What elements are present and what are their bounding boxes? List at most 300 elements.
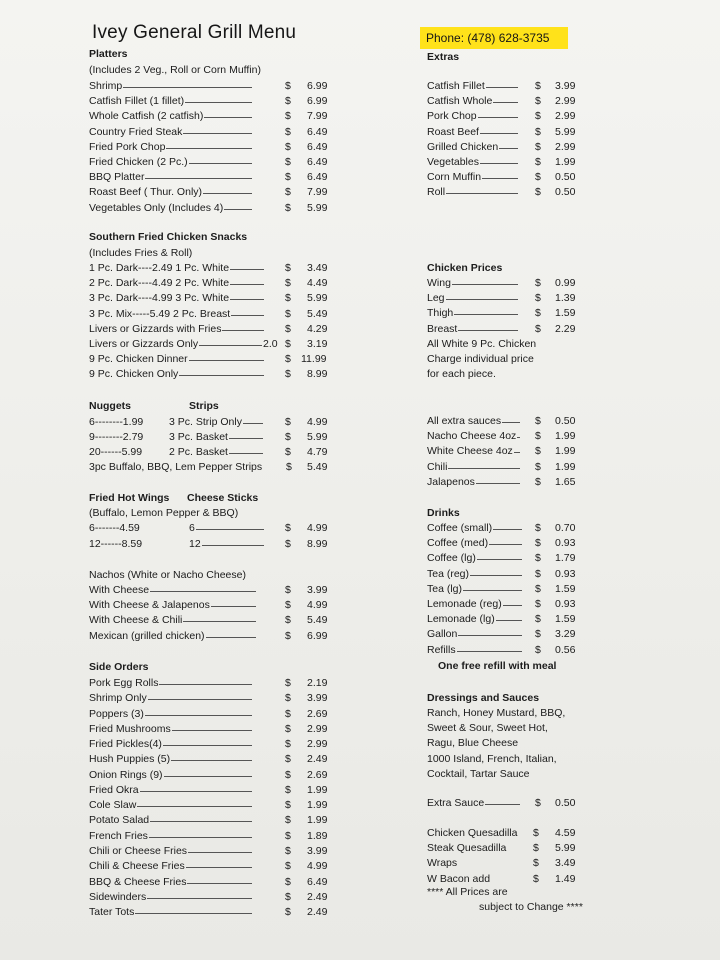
leader-line (199, 345, 262, 346)
item-price: 2.99 (555, 140, 576, 153)
item-label: Potato Salad (89, 814, 150, 827)
currency-symbol: $ (535, 537, 541, 550)
item-price: 7.99 (307, 110, 328, 123)
section-heading-drinks: Drinks (427, 507, 460, 519)
section-note-wings: (Buffalo, Lemon Pepper & BBQ) (89, 507, 239, 519)
item-price: 3.19 (307, 338, 328, 350)
item-price: 4.49 (307, 277, 328, 290)
item-label: 6 (189, 522, 195, 534)
item-price: 6.49 (307, 140, 328, 153)
drink-item (0, 567, 720, 582)
item-price: 2.49 (307, 906, 328, 919)
item-label: Livers or Gizzards Only (89, 338, 199, 350)
item-label: Shrimp Only (89, 692, 147, 705)
leader-line (502, 422, 520, 423)
section-note-snacks: (Includes Fries & Roll) (89, 247, 193, 259)
extra-item (0, 94, 720, 109)
item-price: 4.29 (307, 322, 328, 335)
item-label: Coffee (lg) (427, 552, 476, 565)
chicken-price-item (0, 322, 720, 337)
item-price: 4.59 (555, 827, 576, 839)
leader-line (179, 375, 264, 376)
item-label: Catfish Whole (427, 95, 493, 108)
dressing-line: Ragu, Blue Cheese (427, 737, 519, 750)
currency-symbol: $ (285, 829, 291, 842)
item-label: Fried Pork Chop (89, 140, 166, 153)
item-label: Coffee (med) (427, 537, 489, 550)
dressing-line: 1000 Island, French, Italian, (427, 752, 557, 765)
item-label: Jalapenos (427, 475, 475, 488)
item-label: 3 Pc. Dark----4.99 3 Pc. White (89, 292, 230, 305)
nugget-price: 6--------1.99 (89, 416, 144, 428)
leader-line (480, 163, 518, 164)
item-label: Gallon (427, 628, 458, 641)
snack-item (0, 352, 720, 367)
item-label: Tater Tots (89, 906, 135, 919)
currency-symbol: $ (533, 857, 539, 870)
quesadilla-item (0, 826, 720, 841)
item-price: 1.59 (555, 582, 576, 595)
currency-symbol: $ (285, 629, 291, 642)
item-label: Leg (427, 292, 445, 305)
section-heading-snacks: Southern Fried Chicken Snacks (89, 231, 248, 243)
drink-item (0, 521, 720, 536)
dressing-line: Ranch, Honey Mustard, BBQ, (427, 707, 566, 719)
item-price: 1.49 (555, 872, 576, 885)
item-label: Shrimp (89, 80, 123, 92)
currency-symbol: $ (535, 186, 541, 199)
currency-symbol: $ (285, 584, 291, 596)
sauce-item (0, 475, 720, 490)
leader-line (171, 760, 252, 761)
leader-line (486, 87, 518, 88)
item-price: 2.69 (307, 707, 328, 720)
item-price: 2.69 (307, 768, 328, 781)
item-label: Roll (427, 186, 446, 199)
snack-item (0, 261, 720, 276)
item-price: 6.49 (307, 125, 328, 138)
item-price: 3.99 (307, 584, 328, 596)
item-label: Country Fried Steak (89, 125, 183, 138)
section-heading-nuggets: Nuggets (89, 400, 131, 412)
drink-item (0, 643, 720, 658)
item-price: 3.99 (555, 80, 576, 92)
item-price: 4.99 (307, 860, 328, 873)
item-price: 1.99 (307, 799, 328, 812)
quesadilla-item (0, 856, 720, 871)
item-price: 0.50 (555, 171, 576, 184)
currency-symbol: $ (533, 827, 539, 839)
currency-symbol: $ (285, 890, 291, 903)
sauce-item (0, 460, 720, 475)
item-label: Chili (427, 460, 448, 473)
leader-line (230, 269, 264, 270)
item-label: With Cheese & Chili (89, 614, 183, 627)
currency-symbol: $ (285, 844, 291, 857)
item-label: Fried Pickles(4) (89, 738, 162, 751)
wing-price: 12------8.59 (89, 538, 143, 550)
item-price: 0.50 (555, 797, 576, 809)
currency-symbol: $ (535, 582, 541, 595)
item-price: 2.19 (307, 677, 328, 689)
item-price: 8.99 (307, 368, 328, 381)
currency-symbol: $ (535, 140, 541, 153)
item-price: 0.56 (555, 643, 576, 656)
item-label: Livers or Gizzards with Fries (89, 322, 222, 335)
item-price: 0.93 (555, 537, 576, 550)
item-label: 2 Pc. Dark----4.49 2 Pc. White (89, 277, 230, 290)
leader-line (493, 102, 518, 103)
currency-symbol: $ (285, 307, 291, 320)
item-price: 5.49 (307, 461, 328, 473)
chicken-price-note: for each piece. (427, 368, 496, 381)
currency-symbol: $ (285, 186, 291, 199)
currency-symbol: $ (535, 460, 541, 473)
currency-symbol: $ (535, 643, 541, 656)
leader-line (482, 178, 518, 179)
currency-symbol: $ (285, 171, 291, 184)
drink-item (0, 612, 720, 627)
item-price: 6.99 (307, 80, 328, 92)
leader-line (517, 437, 520, 438)
item-label: Chicken Quesadilla (427, 827, 518, 839)
section-heading-nachos: Nachos (White or Nacho Cheese) (89, 569, 246, 581)
item-label: White Cheese 4oz (427, 445, 513, 458)
currency-symbol: $ (535, 125, 541, 138)
refill-note: One free refill with meal (438, 660, 557, 672)
item-label: Roast Beef (427, 125, 479, 138)
snack-item (0, 337, 720, 352)
extra-item (0, 79, 720, 94)
currency-symbol: $ (285, 446, 291, 459)
currency-symbol: $ (285, 125, 291, 138)
side-item (0, 905, 720, 920)
item-label: Steak Quesadilla (427, 842, 507, 855)
currency-symbol: $ (285, 95, 291, 108)
drink-item (0, 597, 720, 612)
leader-line (148, 699, 252, 700)
currency-symbol: $ (285, 80, 291, 92)
phone-badge: Phone: (478) 628-3735 (420, 27, 568, 49)
section-heading-strips: Strips (189, 400, 219, 412)
leader-line (147, 898, 252, 899)
item-price: 0.93 (555, 598, 576, 610)
item-label: Breast (427, 322, 458, 335)
leader-line (458, 635, 522, 636)
item-label: BBQ Platter (89, 171, 145, 184)
snack-item (0, 367, 720, 382)
currency-symbol: $ (286, 461, 292, 473)
currency-symbol: $ (535, 613, 541, 626)
currency-symbol: $ (535, 277, 541, 289)
item-label: With Cheese (89, 584, 150, 596)
item-label: 2 Pc. Basket (169, 446, 228, 459)
item-price: 3.29 (555, 628, 576, 641)
leader-line (172, 730, 252, 731)
item-label: Poppers (3) (89, 707, 144, 720)
section-heading-platters: Platters (89, 48, 128, 60)
nugget-price: 20------5.99 (89, 446, 143, 459)
item-price: 5.99 (307, 292, 328, 305)
currency-symbol: $ (285, 707, 291, 720)
currency-symbol: $ (535, 430, 541, 443)
leader-line (150, 821, 252, 822)
leader-line (140, 791, 252, 792)
leader-line (470, 575, 522, 576)
item-price: 0.70 (555, 522, 576, 534)
item-price: 0.93 (555, 567, 576, 580)
item-label: Catfish Fillet (427, 80, 485, 92)
item-price: 2.99 (555, 95, 576, 108)
item-label: Hush Puppies (5) (89, 753, 171, 766)
section-heading-extras: Extras (427, 51, 460, 63)
item-label: Wraps (427, 857, 458, 870)
extra-item (0, 140, 720, 155)
currency-symbol: $ (535, 292, 541, 305)
currency-symbol: $ (285, 538, 291, 550)
item-price: 4.99 (307, 599, 328, 612)
item-price: 2.99 (555, 110, 576, 123)
item-label: Onion Rings (9) (89, 768, 163, 781)
currency-symbol: $ (285, 522, 291, 534)
nugget-price: 9--------2.79 (89, 431, 144, 444)
currency-symbol: $ (285, 277, 291, 290)
item-label: BBQ & Cheese Fries (89, 875, 187, 888)
leader-line (514, 452, 520, 453)
item-price: 1.99 (555, 445, 576, 458)
leader-line (493, 529, 522, 530)
item-label: Chili or Cheese Fries (89, 844, 188, 857)
item-price: 11.99 (301, 353, 327, 366)
item-label: 3 Pc. Basket (169, 431, 228, 444)
leader-line (448, 468, 520, 469)
currency-symbol: $ (285, 753, 291, 766)
currency-symbol: $ (285, 338, 291, 350)
section-heading-dressings: Dressings and Sauces (427, 692, 540, 704)
currency-symbol: $ (535, 171, 541, 184)
currency-symbol: $ (535, 628, 541, 641)
currency-symbol: $ (533, 842, 539, 855)
item-price: 5.99 (555, 125, 576, 138)
item-price: 1.99 (555, 156, 576, 168)
item-label: Coffee (small) (427, 522, 493, 534)
item-price: 7.99 (307, 186, 328, 199)
item-label: 9 Pc. Chicken Only (89, 368, 179, 381)
platter-item (0, 201, 720, 216)
extra-item (0, 170, 720, 185)
currency-symbol: $ (285, 783, 291, 796)
dressing-line: Cocktail, Tartar Sauce (427, 767, 530, 780)
currency-symbol: $ (285, 322, 291, 335)
currency-symbol: $ (285, 677, 291, 689)
item-price: 6.99 (307, 629, 328, 642)
item-price: 2.99 (307, 738, 328, 751)
section-heading-wings: Fried Hot Wings (89, 492, 170, 504)
side-item (0, 768, 720, 783)
item-label: Fried Chicken (2 Pc.) (89, 156, 188, 168)
item-price: 1.89 (307, 829, 328, 842)
currency-symbol: $ (285, 599, 291, 612)
currency-symbol: $ (535, 475, 541, 488)
leader-line (446, 299, 518, 300)
currency-symbol: $ (285, 860, 291, 873)
item-price: 1.79 (555, 552, 576, 565)
currency-symbol: $ (285, 875, 291, 888)
item-price: 1.99 (555, 430, 576, 443)
item-price: 2.29 (555, 322, 576, 335)
item-price: 2.49 (307, 753, 328, 766)
chicken-price-note: All White 9 Pc. Chicken (427, 338, 537, 350)
leader-line (499, 148, 518, 149)
side-item (0, 707, 720, 722)
item-price: 6.49 (307, 875, 328, 888)
currency-symbol: $ (285, 614, 291, 627)
extra-sauce-item (0, 796, 720, 811)
currency-symbol: $ (535, 552, 541, 565)
item-label: Tea (reg) (427, 567, 470, 580)
item-price: 3.99 (307, 692, 328, 705)
chicken-price-item (0, 306, 720, 321)
item-label: Grilled Chicken (427, 140, 499, 153)
chicken-price-item (0, 276, 720, 291)
item-label: Chili & Cheese Fries (89, 860, 185, 873)
leader-line (457, 651, 522, 652)
leader-line (163, 745, 252, 746)
side-item (0, 691, 720, 706)
item-price: 3.49 (307, 262, 328, 274)
side-item (0, 676, 720, 691)
sauce-item (0, 414, 720, 429)
footer-note-line1: **** All Prices are (427, 886, 508, 898)
item-price: 0.50 (555, 186, 576, 199)
item-label: 9 Pc. Chicken Dinner (89, 353, 188, 366)
leader-line (452, 284, 518, 285)
dressing-line: Sweet & Sour, Sweet Hot, (427, 722, 548, 735)
item-label: 3 Pc. Mix-----5.49 2 Pc. Breast (89, 307, 231, 320)
item-label: With Cheese & Jalapenos (89, 599, 210, 612)
item-price: 2.99 (307, 722, 328, 735)
leader-line (164, 776, 252, 777)
chicken-price-item (0, 291, 720, 306)
item-label: 3 Pc. Strip Only (169, 416, 242, 428)
item-label: Roast Beef ( Thur. Only) (89, 186, 203, 199)
sauce-item (0, 429, 720, 444)
item-price: 4.79 (307, 446, 328, 459)
item-label: W Bacon add (427, 872, 491, 885)
item-price: 1.39 (555, 292, 576, 305)
item-price: 1.99 (307, 814, 328, 827)
item-label: Extra Sauce (427, 797, 485, 809)
currency-symbol: $ (285, 416, 291, 428)
item-price: 0.99 (555, 277, 576, 289)
leader-line (446, 193, 518, 194)
item-label: Cole Slaw (89, 799, 137, 812)
currency-symbol: $ (535, 156, 541, 168)
item-label: Fried Okra (89, 783, 139, 796)
currency-symbol: $ (285, 768, 291, 781)
section-heading-chicken-prices: Chicken Prices (427, 262, 503, 274)
currency-symbol: $ (285, 353, 291, 366)
item-price: 3.99 (307, 844, 328, 857)
currency-symbol: $ (285, 201, 291, 214)
item-label: Vegetables Only (Includes 4) (89, 201, 224, 214)
leader-line (454, 314, 518, 315)
leader-line (145, 715, 252, 716)
drink-item (0, 551, 720, 566)
item-price: 1.99 (555, 460, 576, 473)
item-price: 0.50 (555, 415, 576, 427)
drink-item (0, 536, 720, 551)
leader-line (496, 620, 522, 621)
currency-symbol: $ (285, 738, 291, 751)
item-label: French Fries (89, 829, 148, 842)
item-price: 6.99 (307, 95, 328, 108)
currency-symbol: $ (285, 292, 291, 305)
side-item (0, 890, 720, 905)
item-note: 2.0 (263, 338, 278, 350)
item-label: Pork Chop (427, 110, 477, 123)
quesadilla-item (0, 872, 720, 887)
leader-line (480, 133, 518, 134)
item-price: 5.49 (307, 614, 328, 627)
chicken-price-note: Charge individual price (427, 353, 534, 366)
currency-symbol: $ (535, 322, 541, 335)
item-price: 5.99 (555, 842, 576, 855)
currency-symbol: $ (285, 814, 291, 827)
item-price: 1.59 (555, 613, 576, 626)
item-label: All extra sauces (427, 415, 502, 427)
section-heading-sides: Side Orders (89, 661, 149, 673)
item-label: Pork Egg Rolls (89, 677, 159, 689)
currency-symbol: $ (533, 872, 539, 885)
currency-symbol: $ (535, 598, 541, 610)
item-price: 3.49 (555, 857, 576, 870)
leader-line (458, 330, 518, 331)
leader-line (135, 913, 252, 914)
currency-symbol: $ (535, 110, 541, 123)
currency-symbol: $ (285, 156, 291, 168)
leader-line (478, 117, 518, 118)
item-price: 1.65 (555, 475, 576, 488)
item-price: 4.99 (307, 416, 328, 428)
item-label: Refills (427, 643, 456, 656)
menu-title: Ivey General Grill Menu (92, 22, 297, 43)
currency-symbol: $ (285, 110, 291, 123)
currency-symbol: $ (535, 95, 541, 108)
extra-item (0, 109, 720, 124)
side-item (0, 722, 720, 737)
item-label: Sidewinders (89, 890, 147, 903)
quesadilla-item (0, 841, 720, 856)
currency-symbol: $ (535, 415, 541, 427)
leader-line (477, 559, 522, 560)
item-label: Whole Catfish (2 catfish) (89, 110, 204, 123)
item-price: 6.49 (307, 156, 328, 168)
item-label: Corn Muffin (427, 171, 482, 184)
currency-symbol: $ (535, 797, 541, 809)
currency-symbol: $ (285, 368, 291, 381)
leader-line (476, 483, 520, 484)
currency-symbol: $ (285, 431, 291, 444)
wing-price: 6-------4.59 (89, 522, 140, 534)
currency-symbol: $ (285, 722, 291, 735)
item-price: 4.99 (307, 522, 328, 534)
currency-symbol: $ (285, 906, 291, 919)
sauce-item (0, 444, 720, 459)
side-item (0, 737, 720, 752)
item-label: 12 (189, 538, 201, 550)
currency-symbol: $ (285, 692, 291, 705)
